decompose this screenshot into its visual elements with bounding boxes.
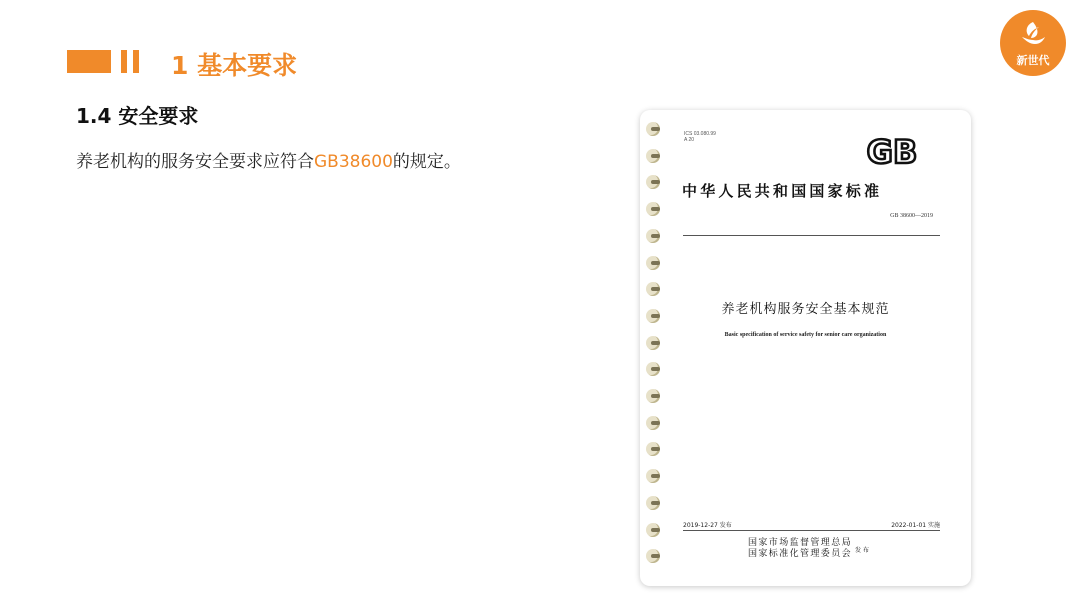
binding-ring — [646, 282, 660, 296]
divider-line — [683, 235, 940, 236]
binding-ring — [646, 442, 660, 456]
standard-document-image — [640, 110, 971, 586]
binding-ring — [646, 175, 660, 189]
issuer-sac: 国家标准化管理委员会 — [748, 549, 853, 559]
brand-logo — [1000, 10, 1066, 76]
ics-code — [684, 131, 716, 143]
body-text-prefix: 养老机构的服务安全要求应符合 — [76, 152, 314, 172]
section-title: 1 基本要求 — [171, 51, 298, 80]
binding-ring — [646, 229, 660, 243]
body-paragraph — [76, 150, 461, 174]
ics-line: ICS 03.080.99 — [684, 131, 716, 137]
binding-ring — [646, 389, 660, 403]
binding-ring — [646, 256, 660, 270]
standard-reference: GB38600 — [314, 152, 393, 172]
body-text-suffix: 的规定。 — [392, 152, 461, 172]
document-title-en: Basic specification of service safety for senior care organization — [724, 332, 887, 338]
binding-ring — [646, 416, 660, 430]
ccs-line: A 20 — [684, 137, 695, 143]
binding-ring — [646, 469, 660, 483]
binding-ring — [646, 496, 660, 510]
issue-date: 2019-12-27 发布 — [683, 522, 732, 529]
binding-ring — [646, 149, 660, 163]
national-standard-heading: 中华人民共和国国家标准 — [682, 182, 883, 200]
leaf-hand-icon — [1020, 20, 1046, 46]
implementation-date: 2022-01-01 实施 — [891, 522, 940, 529]
divider-line — [683, 530, 940, 531]
subheading: 1.4 安全要求 — [76, 104, 199, 128]
binding-ring — [646, 202, 660, 216]
issuer-samr: 国家市场监督管理总局 — [748, 538, 853, 548]
title-accent-stripe — [121, 50, 127, 73]
binding-ring — [646, 549, 660, 563]
binding-ring — [646, 362, 660, 376]
binding-ring — [646, 122, 660, 136]
brand-name: 新世代 — [1016, 54, 1050, 67]
document-title-cn: 养老机构服务安全基本规范 — [721, 302, 890, 317]
gb-logo — [860, 134, 924, 168]
binding-ring — [646, 523, 660, 537]
title-accent-bar — [67, 50, 111, 73]
standard-number: GB 38600—2019 — [890, 213, 933, 219]
title-accent-stripe — [133, 50, 139, 73]
issuing-authorities — [748, 538, 852, 560]
gb-logo-text: GB — [866, 134, 918, 168]
publish-label: 发布 — [855, 547, 872, 554]
